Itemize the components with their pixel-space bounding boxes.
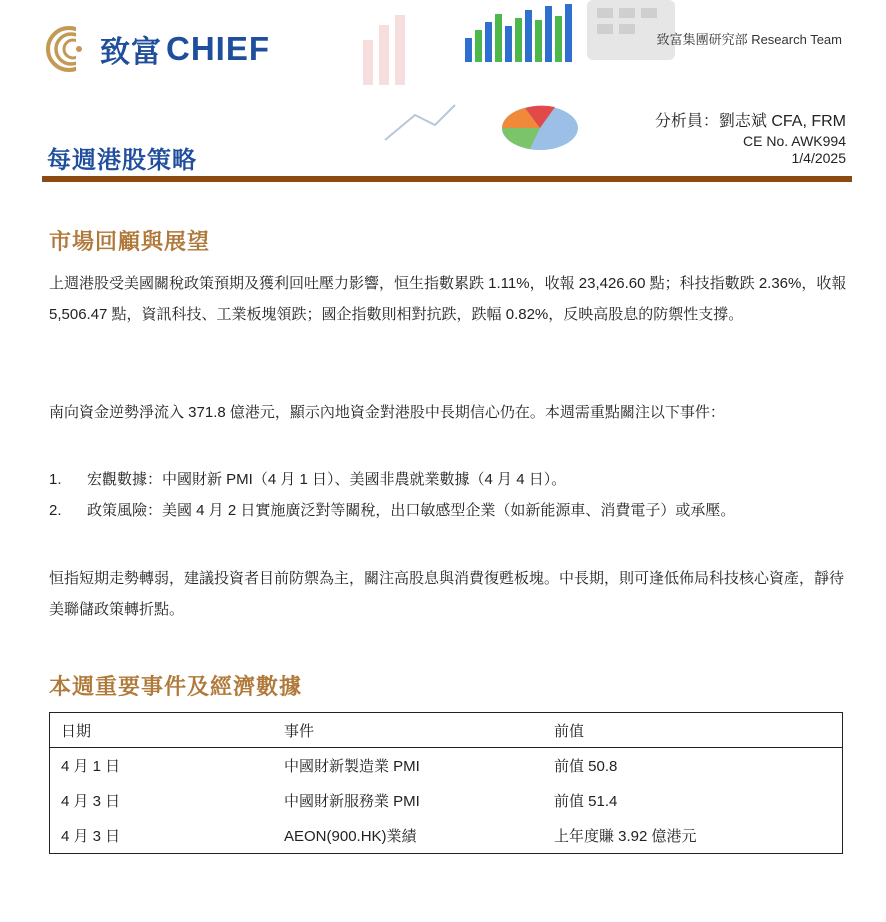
header-divider <box>42 176 852 182</box>
cell-event: 中國財新服務業 PMI <box>284 793 420 810</box>
logo-swirl-icon <box>46 26 92 72</box>
company-logo <box>46 26 270 72</box>
report-header <box>0 0 886 186</box>
paragraph-outlook: 恒指短期走勢轉弱，建議投資者目前防禦為主，關注高股息與消費復甦板塊。中長期，則可逢低佈局科技核心資產，靜待美聯儲政策轉折點。 <box>49 570 845 618</box>
list-text: 政策風險：美國 4 月 2 日實施廣泛對等關稅，出口敏感型企業（如新能源車、消費電子）或承壓。 <box>87 502 736 519</box>
paragraph-southbound: 南向資金逆勢淨流入 371.8 億港元，顯示內地資金對港股中長期信心仍在。本週需重點關注以下事件： <box>49 404 725 421</box>
cell-event: AEON(900.HK)業績 <box>284 828 417 845</box>
list-item <box>49 495 849 526</box>
document-title: 每週港股策略 <box>47 147 197 174</box>
decorative-charts-image <box>355 0 675 170</box>
logo-en-text: CHIEF <box>166 30 270 67</box>
watch-list <box>49 464 849 526</box>
list-number: 2. <box>49 502 62 519</box>
list-item <box>49 464 849 495</box>
logo-cn-text: 致富 <box>100 36 162 69</box>
table-header-row <box>50 713 843 748</box>
list-number: 1. <box>49 471 62 488</box>
department-label: 致富集團研究部 Research Team <box>656 32 842 47</box>
section-title-review: 市場回顧與展望 <box>49 229 211 254</box>
cell-previous: 前值 50.8 <box>554 758 618 775</box>
table-row <box>50 783 843 818</box>
cell-previous: 前值 51.4 <box>554 793 618 810</box>
section-title-events: 本週重要事件及經濟數據 <box>49 674 303 699</box>
ce-number: CE No. AWK994 <box>743 133 846 149</box>
list-text: 宏觀數據：中國財新 PMI（4 月 1 日）、美國非農就業數據（4 月 4 日）。 <box>87 471 567 488</box>
cell-date: 4 月 3 日 <box>61 793 121 810</box>
column-header-previous: 前值 <box>543 713 843 748</box>
analyst-block <box>655 111 846 167</box>
cell-date: 4 月 3 日 <box>61 828 121 845</box>
cell-event: 中國財新製造業 PMI <box>284 758 420 775</box>
column-header-event: 事件 <box>273 713 543 748</box>
events-table <box>49 712 843 854</box>
table-row <box>50 818 843 854</box>
table-row <box>50 748 843 784</box>
cell-previous: 上年度賺 3.92 億港元 <box>554 828 697 845</box>
paragraph-market-review: 上週港股受美國關稅政策預期及獲利回吐壓力影響，恒生指數累跌 1.11%，收報 23,426.60 點；科技指數跌 2.36%，收報 5,506.47 點，資訊科技、工業板塊領跌；國企指數則相對抗跌，跌幅 0.82%，反映高股息的防禦性支撐。 <box>49 275 847 323</box>
report-date: 1/4/2025 <box>791 150 846 166</box>
column-header-date: 日期 <box>50 713 274 748</box>
cell-date: 4 月 1 日 <box>61 758 121 775</box>
analyst-name: 分析員：劉志斌 CFA, FRM <box>654 113 846 130</box>
